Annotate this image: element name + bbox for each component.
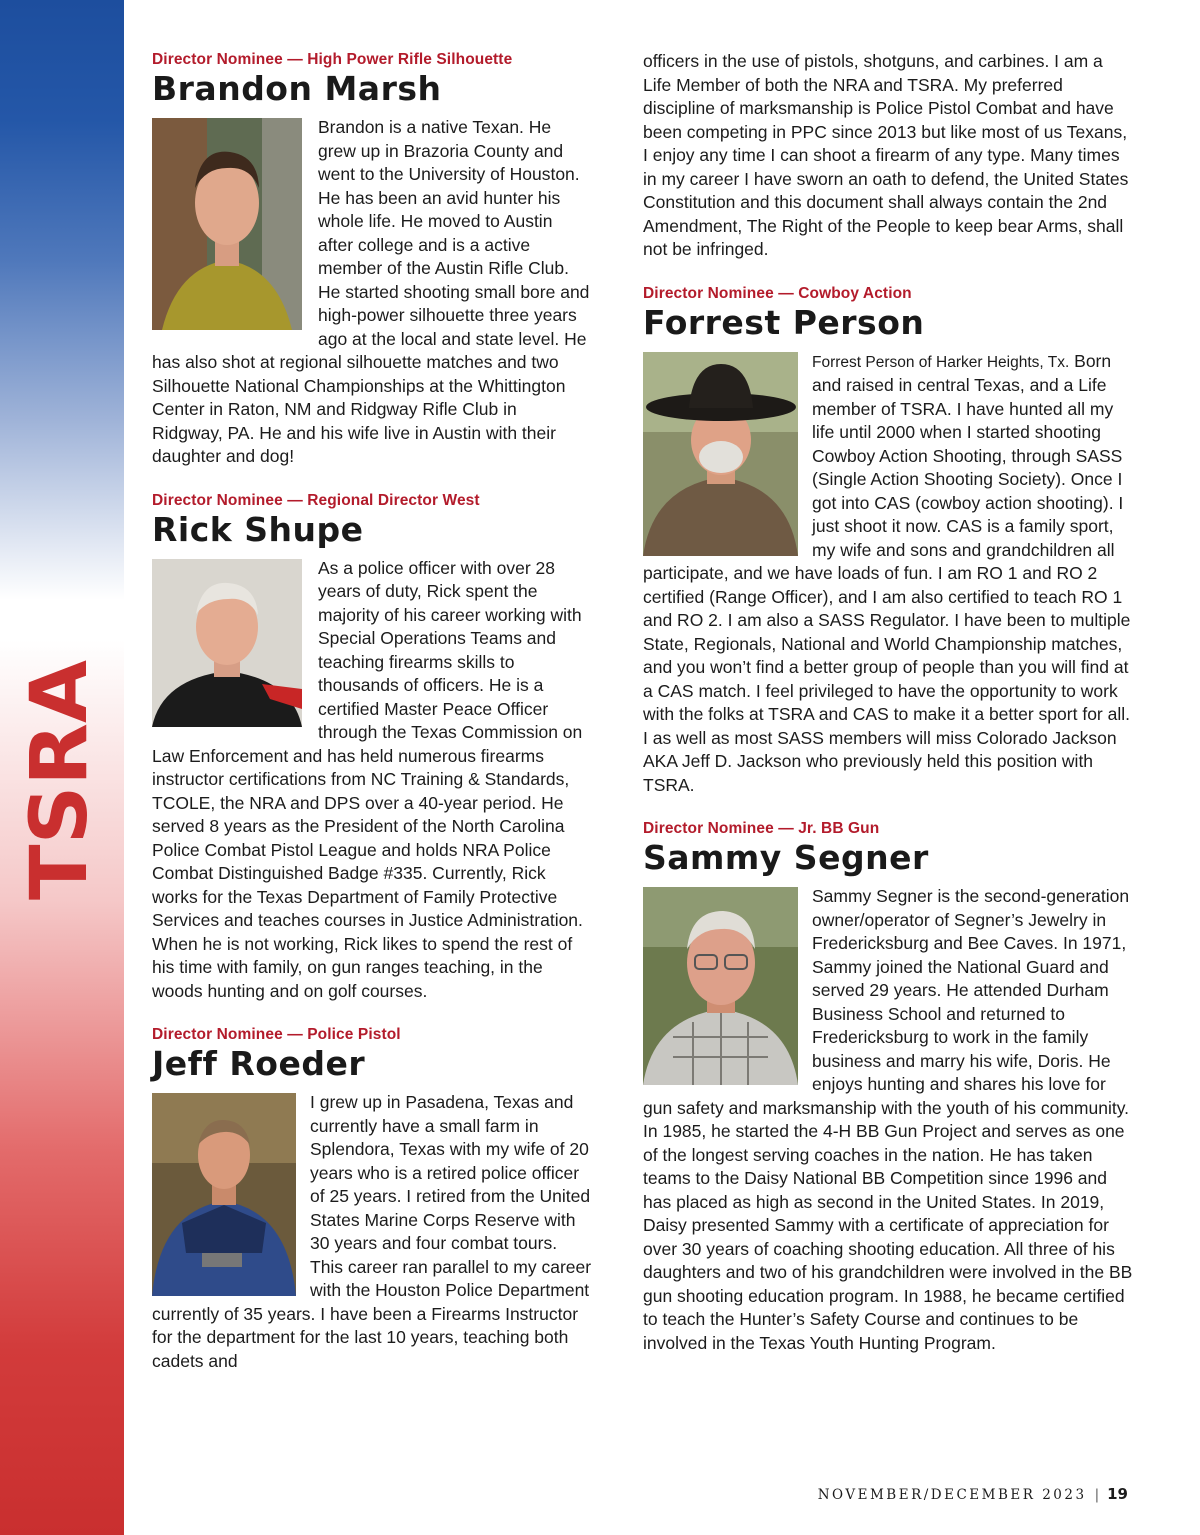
nominee-photo: [152, 1093, 296, 1296]
nominee-category: Director Nominee — Jr. BB Gun: [643, 820, 880, 837]
tsra-logo: [15, 655, 105, 900]
nominee-category: Director Nominee — Cowboy Action: [643, 284, 912, 302]
nominee-photo: [643, 887, 798, 1085]
nominee-name: Sammy Segner: [643, 838, 929, 877]
nominee-category: Director Nominee — Police Pistol: [152, 1026, 401, 1043]
nominee-photo: [643, 352, 798, 556]
nominee-rick-shupe: [152, 491, 592, 1004]
nominee-category: Director Nominee — High Power Rifle Silhouette: [152, 51, 513, 68]
nominee-bio: I grew up in Pasadena, Texas and currently have a small farm in Splendora, Texas with my wife of 20 years who is a retired police officer of 25 years. I retired from the United States Marine Corps Reserve with 30 years and four combat tours. This career ran parallel to my career with the Houston Police Department currently of 35 years. I have been a Firearms Instructor for the department for the last 10 years, teaching both cadets and: [152, 1092, 592, 1371]
nominee-name: Brandon Marsh: [152, 69, 442, 108]
nominee-name: Jeff Roeder: [152, 1044, 366, 1083]
nominee-photo: [152, 559, 302, 727]
left-column: [152, 50, 592, 1395]
footer-separator: |: [1094, 1487, 1100, 1503]
nominee-bio-lead: Forrest Person of Harker Heights, Tx.: [812, 353, 1070, 371]
nominee-name: Forrest Person: [643, 302, 925, 342]
nominee-bio: As a police officer with over 28 years of duty, Rick spent the majority of his career working with Special Operations Teams and teaching firearms skills to thousands of officers. He is a certified Master Peace Officer through the Texas Commission on Law Enforcement and has held numerous firearms instructor certifications from NC Training & Standards, TCOLE, the NRA and DPS over a 40-year period. He served 8 years as the President of the North Carolina Police Combat Pistol League and holds NRA Police Combat Distinguished Badge #335. Currently, Rick works for the Texas Department of Family Protective Services and teaches courses in Justice Administration. When he is not working, Rick likes to spend the rest of his time with family, on gun ranges teaching, in the woods hunting and on golf courses.: [152, 557, 583, 1001]
nominee-bio: Born and raised in central Texas, and a Life member of TSRA. I have hunted all my life until 2000 when I started shooting Cowboy Action Shooting, through SASS (Single Action Shooting Society). Once I got into CAS (cowboy action shooting). I just shoot it now. CAS is a family sport, my wife and sons and grandchildren all participate, and we have loads of fun. I am RO 1 and RO 2 certified (Range Officer), and I am also certified to teach RO 1 and RO 2. I am also a SASS Regulator. I have been to multiple State, Regionals, National and World Championship matches, and you won’t find a better group of people than you will find at a CAS match. I feel privileged to have the opportunity to work with the folks at TSRA and CAS to make it a better sport for all. I as well as most SASS members will miss Colorado Jackson AKA Jeff D. Jackson who previously held this position with TSRA.: [643, 350, 1131, 795]
nominee-photo: [152, 118, 302, 330]
nominee-category: Director Nominee — Regional Director West: [152, 491, 480, 509]
right-column: [643, 50, 1133, 1377]
tsra-logo-mark: [15, 655, 105, 900]
issue-date: NOVEMBER/DECEMBER 2023: [817, 1487, 1087, 1503]
nominee-bio: Brandon is a native Texan. He grew up in Brazoria County and went to the University of Houston. He has been an avid hunter his whole life. He moved to Austin after college and is a active member of the Austin Rifle Club. He started shooting small bore and high-power silhouette three years ago at the local and state level. He has also shot at regional silhouette matches and two Silhouette National Championships at the Whittington Center in Raton, NM and Ridgway Rifle Club in Ridgway, PA. He and his wife live in Austin with their daughter and dog!: [152, 117, 590, 466]
svg-text:TSRA: TSRA: [15, 670, 105, 900]
nominee-sammy-segner: [643, 819, 1133, 1355]
nominee-bio-continued: officers in the use of pistols, shotguns, and carbines. I am a Life Member of both the NRA and TSRA. My preferred discipline of marksmanship is Police Pistol Combat and have been competing in PPC since 2013 but like most of us Texans, I enjoy any time I can shoot a firearm of any type. Many times in my career I have sworn an oath to defend, the United States Constitution and this document shall always contain the 2nd Amendment, The Right of the People to keep bear Arms, shall not be infringed.: [643, 51, 1129, 259]
nominee-name: Rick Shupe: [152, 509, 364, 549]
nominee-bio: Sammy Segner is the second-generation owner/operator of Segner’s Jewelry in Fredericksburg and Bee Caves. In 1971, Sammy joined the National Guard and served 29 years. He attended Durham Business School and returned to Fredericksburg to work in the family business and marry his wife, Doris. He enjoys hunting and shares his love for gun safety and marksmanship with the youth of his community. In 1985, he started the 4-H BB Gun Project and serves as one of the longest serving coaches in the nation. He has taken teams to the Daisy National BB Competition since 1996 and has placed as high as second in the United States. In 2019, Daisy presented Sammy with a certificate of appreciation for over 30 years of coaching shooting education. All three of his daughters and two of his grandchildren were involved in the BB gun shooting education program. In 1988, he became certified to teach the Hunter’s Safety Course and continues to be involved in the Texas Youth Hunting Program.: [643, 886, 1133, 1353]
nominee-forrest-person: [643, 284, 1133, 798]
page-number: 19: [1107, 1485, 1128, 1503]
page-footer: [818, 1485, 1128, 1503]
nominee-jeff-roeder-continued: [643, 50, 1133, 262]
nominee-jeff-roeder: [152, 1025, 592, 1373]
nominee-brandon-marsh: [152, 50, 592, 469]
